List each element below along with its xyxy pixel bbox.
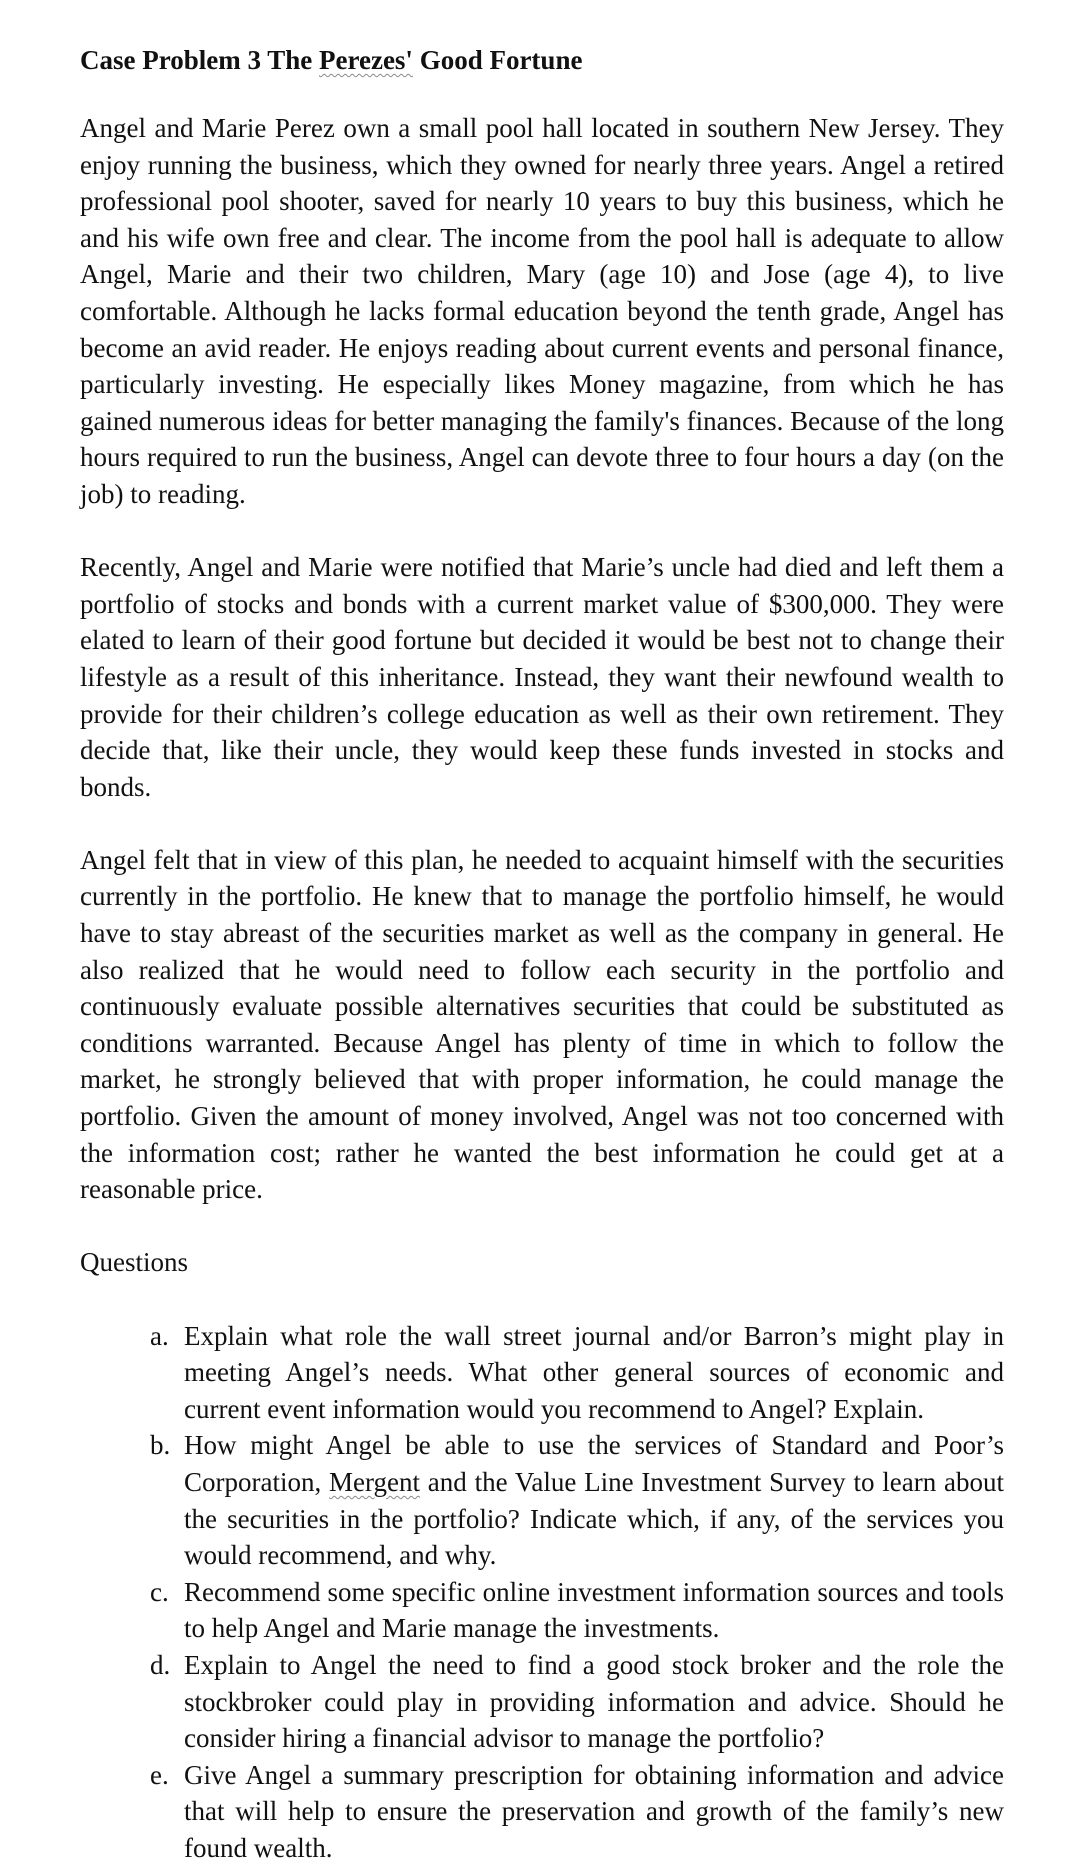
title-text-before: Case Problem 3 The [80,45,319,75]
question-marker: e. [150,1759,169,1790]
question-text: Explain to Angel the need to find a good stock broker and the role the stockbroker could play in providing information and advice. Should he consider hiring a financial advisor to manage the portfolio? [184,1649,1004,1754]
questions-list [80,1318,1004,1867]
question-marker: d. [150,1649,171,1680]
question-misspelled-word[interactable]: Mergent [329,1466,421,1497]
question-text: Give Angel a summary prescription for obtaining information and advice that will help to ensure the preservation and growth of the family’s new found wealth. [184,1759,1004,1863]
title-misspelled-word[interactable]: Perezes' [319,45,413,75]
question-text: Explain what role the wall street journal and/or Barron’s might play in meeting Angel’s needs. What other general sources of economic and current event information would you recommend to Angel? Explain. [184,1320,1004,1424]
question-item-c [150,1574,1004,1647]
question-item-b [150,1427,1005,1573]
paragraph-background: Angel and Marie Perez own a small pool hall located in southern New Jersey. They enjoy running the business, which they owned for nearly three years. Angel a retired professional pool shooter, saved for nearly 10 years to buy this business, which he and his wife own free and clear. The income from the pool hall is adequate to allow Angel, Marie and their two children, Mary (age 10) and Jose (age 4), to live comfortable. Although he lacks formal education beyond the tenth grade, Angel has become an avid reader. He enjoys reading about current events and personal finance, particularly investing. He especially likes Money magazine, from which he has gained numerous ideas for better managing the family's finances. Because of the long hours required to run the business, Angel can devote three to four hours a day (on the job) to reading. [80,113,1004,509]
question-text-continued: and the Value Line Investment Survey to learn about the securities in the portfolio? Indicate which, if any, of the services you would recommend, and why. [184,1466,1005,1571]
question-item-d [150,1647,1004,1757]
question-marker: b. [150,1430,171,1461]
paragraph-plan: Angel felt that in view of this plan, he needed to acquaint himself with the securities currently in the portfolio. He knew that to manage the portfolio himself, he would have to stay abreast of the securities market as well as the company in general. He also realized that he would need to follow each security in the portfolio and continuously evaluate possible alternatives securities that could be substituted as conditions warranted. Because Angel has plenty of time in which to follow the market, he strongly believed that with proper information, he could manage the portfolio. Given the amount of money involved, Angel was not too concerned with the information cost; rather he wanted the best information he could get at a reasonable price. [80,844,1004,1205]
question-item-a [150,1318,1004,1428]
question-text: How might Angel be able to use the services of Standard and Poor’s Corporation, [184,1430,1004,1497]
question-item-e [150,1757,1004,1867]
question-marker: a. [150,1320,169,1351]
title-text-after: Good Fortune [412,45,583,75]
question-text: Recommend some specific online investment information sources and tools to help Angel and Marie manage the investments. [184,1576,1004,1644]
questions-heading: Questions [80,1247,188,1278]
paragraph-inheritance: Recently, Angel and Marie were notified that Marie’s uncle had died and left them a portfolio of stocks and bonds with a current market value of $300,000. They were elated to learn of their good fortune but decided it would be best not to change their lifestyle as a result of this inheritance. Instead, they want their newfound wealth to provide for their children’s college education as well as their own retirement. They decide that, like their uncle, they would keep these funds invested in stocks and bonds. [80,552,1004,802]
question-marker: c. [150,1576,169,1607]
document-title [80,40,1004,80]
document-page [80,40,1004,1867]
